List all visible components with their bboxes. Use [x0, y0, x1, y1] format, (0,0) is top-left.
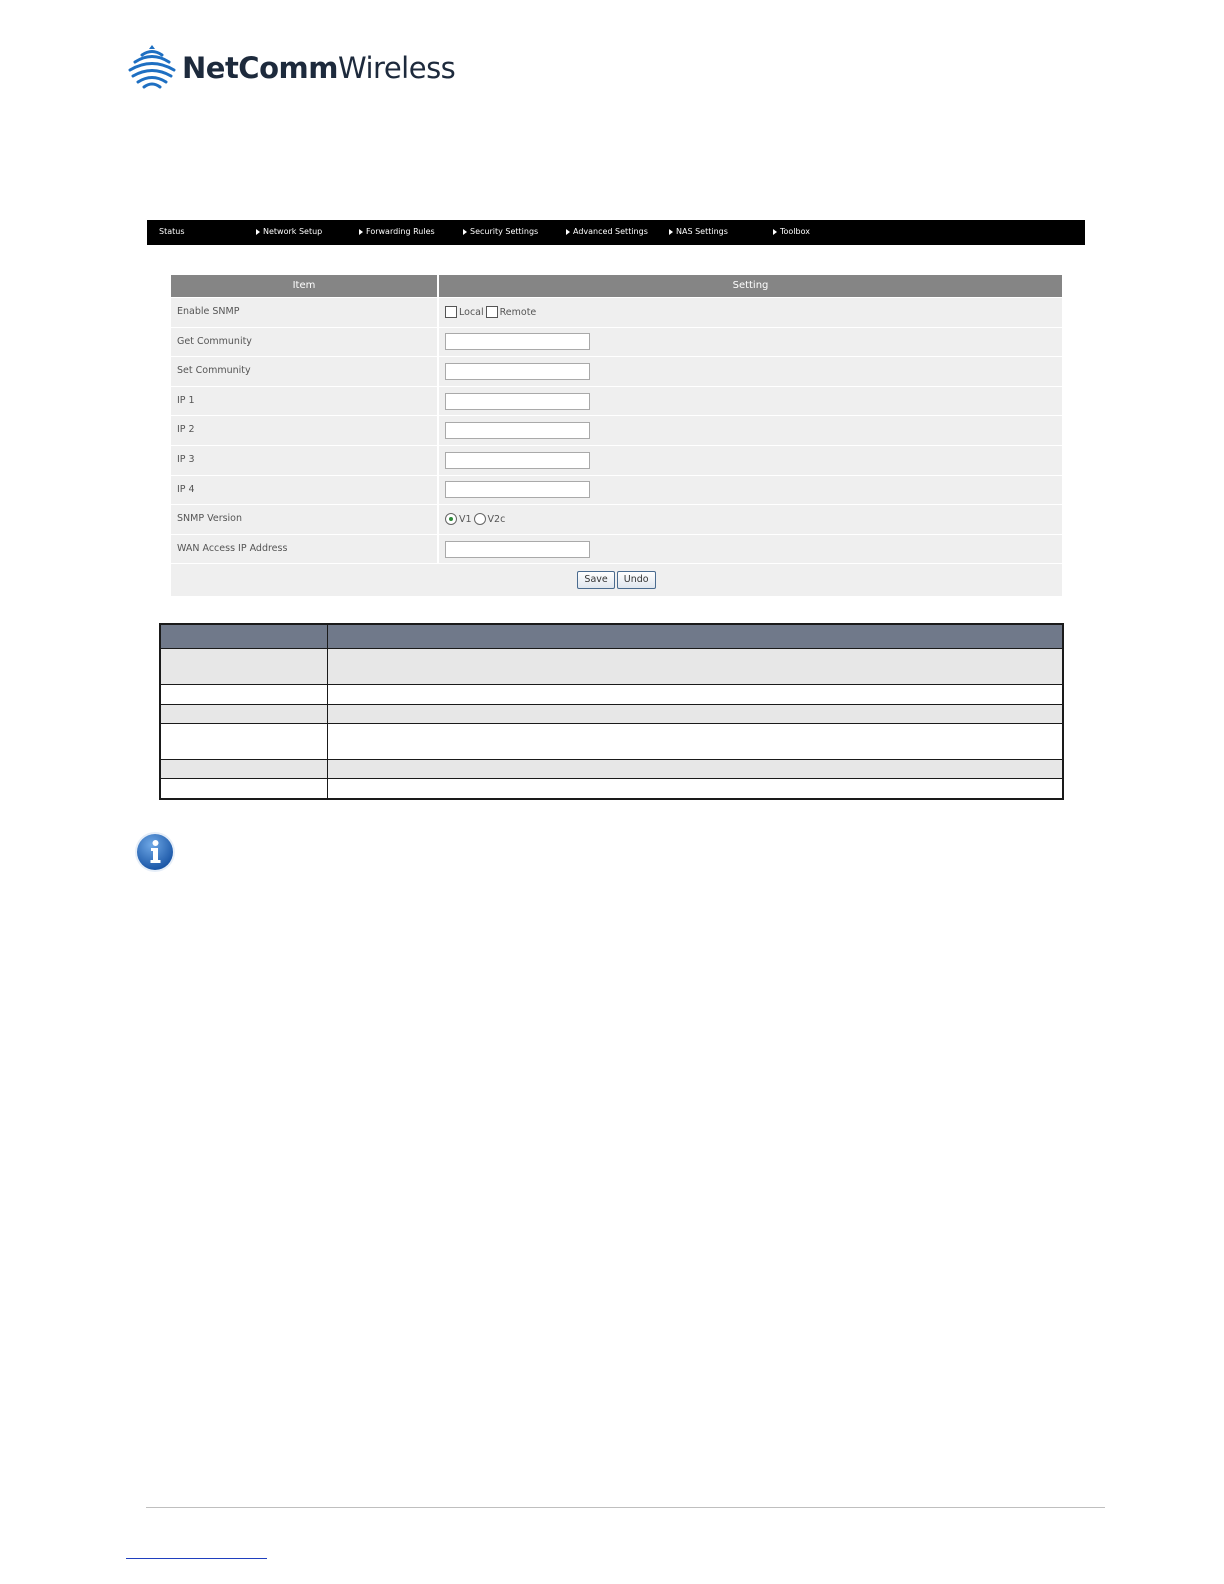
nav-label: Advanced Settings [573, 227, 648, 236]
undo-button[interactable]: Undo [617, 571, 656, 589]
info-icon [134, 831, 176, 878]
desc-header-row [160, 624, 1063, 649]
triangle-right-icon [669, 229, 673, 235]
desc-row [160, 724, 1063, 760]
netcomm-logo [128, 42, 455, 90]
row-set-community [171, 356, 1062, 386]
ip1-label: IP 1 [171, 387, 437, 416]
row-wan-access [171, 534, 1062, 564]
desc-row [160, 779, 1063, 799]
v1-radio[interactable] [445, 513, 457, 525]
ip4-field [439, 476, 1062, 505]
description-table [159, 623, 1064, 800]
desc-cell [160, 685, 328, 705]
local-checkbox[interactable] [445, 306, 457, 318]
set-community-label: Set Community [171, 357, 437, 386]
v2c-radio[interactable] [474, 513, 486, 525]
triangle-right-icon [566, 229, 570, 235]
nav-status[interactable] [159, 220, 185, 245]
header-item: Item [171, 275, 437, 297]
desc-row [160, 649, 1063, 685]
nav-network-setup[interactable] [256, 220, 322, 245]
local-checkbox-label: Local [459, 306, 484, 318]
form-header [171, 275, 1062, 297]
desc-row [160, 760, 1063, 779]
form-buttons [171, 563, 1062, 596]
footer-divider [146, 1507, 1105, 1508]
ip2-field [439, 416, 1062, 445]
remote-checkbox-label: Remote [499, 306, 537, 318]
desc-row [160, 705, 1063, 724]
set-community-field [439, 357, 1062, 386]
header-setting: Setting [439, 275, 1062, 297]
v1-radio-label: V1 [459, 513, 472, 525]
wan-access-field [439, 535, 1062, 564]
ip2-input[interactable] [445, 422, 590, 439]
triangle-right-icon [773, 229, 777, 235]
desc-cell [160, 779, 328, 799]
nav-label: Status [159, 227, 185, 236]
triangle-right-icon [256, 229, 260, 235]
set-community-input[interactable] [445, 363, 590, 380]
wan-access-input[interactable] [445, 541, 590, 558]
save-button[interactable]: Save [577, 571, 614, 589]
desc-cell [328, 705, 1064, 724]
row-snmp-version [171, 504, 1062, 534]
row-ip3 [171, 445, 1062, 475]
row-enable-snmp [171, 297, 1062, 327]
desc-header-cell [160, 624, 328, 649]
nav-security-settings[interactable] [463, 220, 538, 245]
get-community-input[interactable] [445, 333, 590, 350]
remote-checkbox[interactable] [486, 306, 498, 318]
get-community-label: Get Community [171, 328, 437, 357]
footer-link-underline[interactable] [126, 1558, 267, 1559]
snmp-version-field [439, 505, 1062, 534]
snmp-version-label: SNMP Version [171, 505, 437, 534]
nav-label: Network Setup [263, 227, 323, 236]
nav-toolbox[interactable] [773, 220, 810, 245]
nav-advanced-settings[interactable] [566, 220, 648, 245]
nav-label: Toolbox [780, 227, 810, 236]
ip3-label: IP 3 [171, 446, 437, 475]
nav-label: Security Settings [470, 227, 539, 236]
desc-cell [328, 649, 1064, 685]
v2c-radio-label: V2c [487, 513, 506, 525]
brand-name: NetCommWireless [182, 51, 456, 85]
enable-snmp-label: Enable SNMP [171, 298, 437, 327]
row-ip1 [171, 386, 1062, 416]
nav-nas-settings[interactable] [669, 220, 728, 245]
desc-cell [160, 649, 328, 685]
wan-access-label: WAN Access IP Address [171, 535, 437, 564]
ip4-label: IP 4 [171, 476, 437, 505]
triangle-right-icon [463, 229, 467, 235]
ip4-input[interactable] [445, 481, 590, 498]
enable-snmp-field [439, 298, 1062, 327]
desc-header-cell [328, 624, 1064, 649]
desc-cell [328, 724, 1064, 760]
desc-cell [160, 760, 328, 779]
desc-row [160, 685, 1063, 705]
get-community-field [439, 328, 1062, 357]
row-get-community [171, 327, 1062, 357]
desc-cell [160, 705, 328, 724]
ip1-field [439, 387, 1062, 416]
nav-label: Forwarding Rules [366, 227, 435, 236]
nav-forwarding-rules[interactable] [359, 220, 435, 245]
row-ip2 [171, 415, 1062, 445]
ip2-label: IP 2 [171, 416, 437, 445]
wifi-logo-icon [128, 43, 176, 89]
row-ip4 [171, 475, 1062, 505]
ip3-field [439, 446, 1062, 475]
desc-cell [328, 760, 1064, 779]
main-nav-bar [147, 220, 1085, 245]
nav-label: NAS Settings [676, 227, 728, 236]
snmp-settings-form [171, 275, 1062, 596]
desc-cell [328, 685, 1064, 705]
ip3-input[interactable] [445, 452, 590, 469]
desc-cell [328, 779, 1064, 799]
desc-cell [160, 724, 328, 760]
ip1-input[interactable] [445, 393, 590, 410]
triangle-right-icon [359, 229, 363, 235]
